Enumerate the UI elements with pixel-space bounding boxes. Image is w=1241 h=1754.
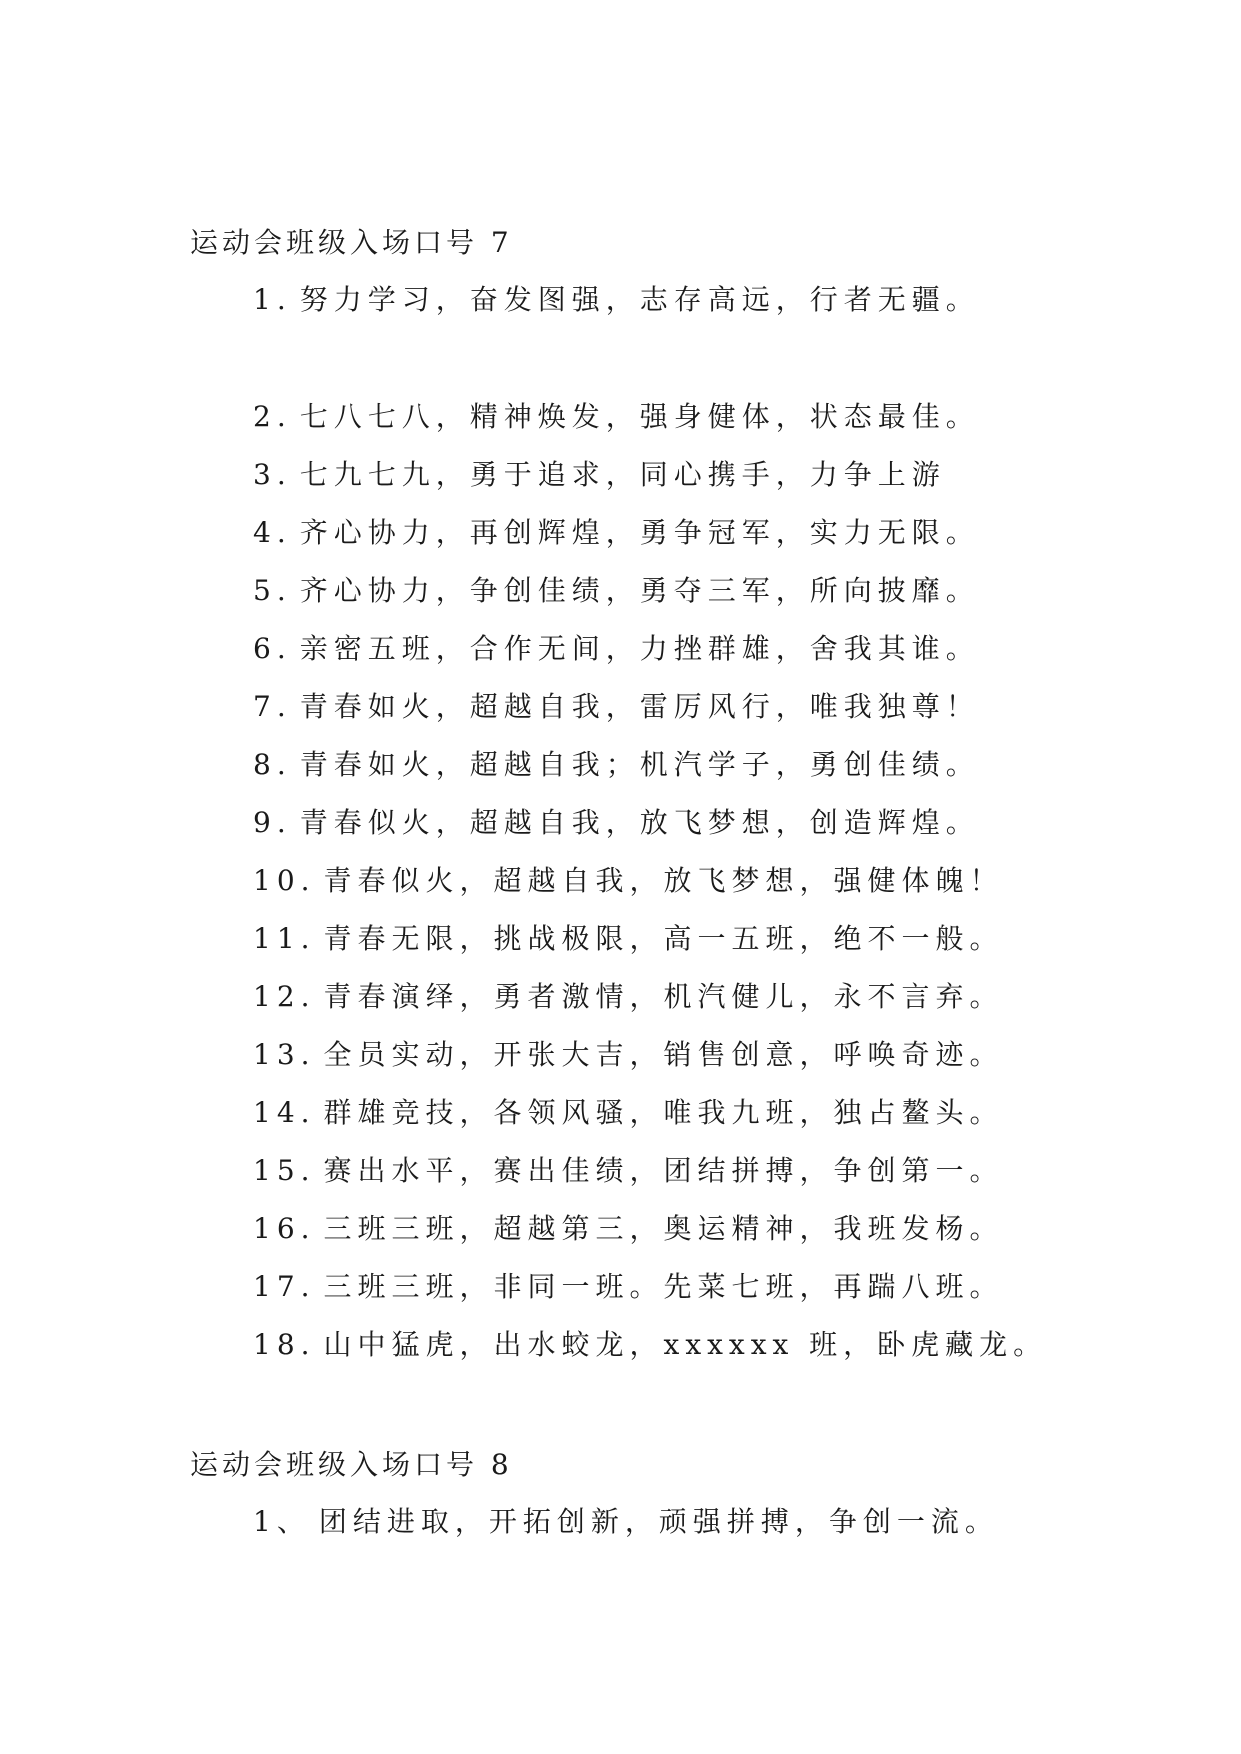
slogan-item xyxy=(253,745,980,785)
item-text: 七九七九，勇于追求，同心携手，力争上游 xyxy=(299,458,946,491)
slogan-item xyxy=(253,1035,1004,1075)
item-text: 群雄竞技，各领风骚，唯我九班，独占鳌头。 xyxy=(323,1096,1004,1129)
item-number: 6. xyxy=(253,632,292,665)
slogan-item xyxy=(253,280,980,320)
slogan-item xyxy=(253,1325,1047,1365)
slogan-item xyxy=(253,571,980,611)
item-number: 18. xyxy=(253,1328,316,1361)
item-text: 青春如火，超越自我；机汽学子，勇创佳绩。 xyxy=(299,748,980,781)
slogan-item xyxy=(253,1502,999,1542)
slogan-item xyxy=(253,1151,1004,1191)
section-7-heading: 运动会班级入场口号 7 xyxy=(190,226,513,259)
item-number: 8. xyxy=(253,748,292,781)
item-number: 16. xyxy=(253,1212,316,1245)
item-number: 3. xyxy=(253,458,292,491)
slogan-item xyxy=(253,977,1004,1017)
item-text: 青春如火，超越自我，雷厉风行，唯我独尊！ xyxy=(299,690,980,723)
slogan-item xyxy=(253,687,980,727)
item-number: 15. xyxy=(253,1154,316,1187)
item-number: 7. xyxy=(253,690,292,723)
item-number: 2. xyxy=(253,400,292,433)
slogan-item xyxy=(253,861,1004,901)
item-number: 5. xyxy=(253,574,292,607)
slogan-item xyxy=(253,1093,1004,1133)
section-8-heading: 运动会班级入场口号 8 xyxy=(190,1448,513,1481)
item-number: 13. xyxy=(253,1038,316,1071)
item-number: 1、 xyxy=(253,1505,311,1538)
item-number: 14. xyxy=(253,1096,316,1129)
slogan-item xyxy=(253,397,980,437)
item-text: 全员实动，开张大吉，销售创意，呼唤奇迹。 xyxy=(323,1038,1004,1071)
item-text: 青春无限，挑战极限，高一五班，绝不一般。 xyxy=(323,922,1004,955)
slogan-item xyxy=(253,1267,1004,1307)
item-text: 青春似火，超越自我，放飞梦想，创造辉煌。 xyxy=(299,806,980,839)
item-text: 三班三班，超越第三，奥运精神，我班发杨。 xyxy=(323,1212,1004,1245)
item-number: 11. xyxy=(253,922,316,955)
slogan-item xyxy=(253,455,946,495)
slogan-item xyxy=(253,919,1004,959)
slogan-item xyxy=(253,1209,1004,1249)
item-number: 1. xyxy=(253,283,292,316)
item-text: 团结进取，开拓创新，顽强拼搏，争创一流。 xyxy=(318,1505,999,1538)
item-number: 4. xyxy=(253,516,292,549)
item-text: 青春演绎，勇者激情，机汽健儿，永不言弃。 xyxy=(323,980,1004,1013)
slogan-item xyxy=(253,513,980,553)
item-text: 山中猛虎，出水蛟龙，xxxxxx 班，卧虎藏龙。 xyxy=(323,1328,1048,1361)
item-number: 17. xyxy=(253,1270,316,1303)
item-text: 七八七八，精神焕发，强身健体，状态最佳。 xyxy=(299,400,980,433)
item-text: 齐心协力，再创辉煌，勇争冠军，实力无限。 xyxy=(299,516,980,549)
item-number: 9. xyxy=(253,806,292,839)
slogan-item xyxy=(253,803,980,843)
item-number: 10. xyxy=(253,864,316,897)
item-text: 努力学习，奋发图强，志存高远，行者无疆。 xyxy=(299,283,980,316)
item-text: 赛出水平，赛出佳绩，团结拼搏，争创第一。 xyxy=(323,1154,1004,1187)
item-number: 12. xyxy=(253,980,316,1013)
item-text: 齐心协力，争创佳绩，勇夺三军，所向披靡。 xyxy=(299,574,980,607)
slogan-item xyxy=(253,629,980,669)
item-text: 青春似火，超越自我，放飞梦想，强健体魄！ xyxy=(323,864,1004,897)
item-text: 三班三班，非同一班。先菜七班，再踹八班。 xyxy=(323,1270,1004,1303)
item-text: 亲密五班，合作无间，力挫群雄，舍我其谁。 xyxy=(299,632,980,665)
